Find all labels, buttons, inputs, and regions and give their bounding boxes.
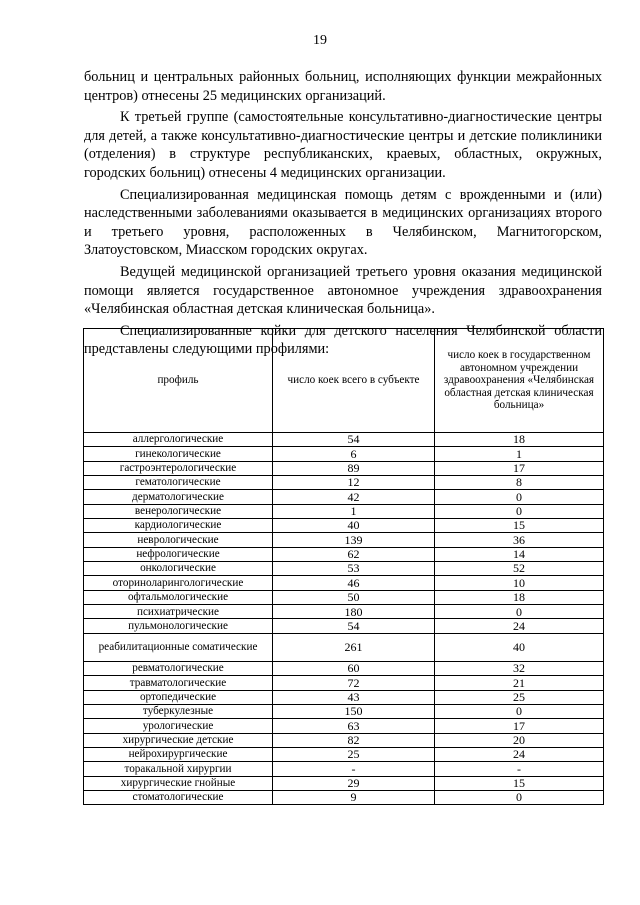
hospital-cell: 17: [435, 719, 604, 733]
table-row: [84, 504, 604, 518]
hospital-cell: 52: [435, 562, 604, 576]
table-row: [84, 676, 604, 690]
hospital-cell: 21: [435, 676, 604, 690]
profile-cell: пульмонологические: [84, 619, 273, 633]
header-total-beds: число коек всего в субъекте: [273, 329, 435, 433]
table-row: [84, 447, 604, 461]
profile-cell: психиатрические: [84, 605, 273, 619]
profile-cell: ревматологические: [84, 661, 273, 675]
hospital-cell: -: [435, 762, 604, 776]
total-cell: 53: [273, 562, 435, 576]
hospital-cell: 32: [435, 661, 604, 675]
table-row: [84, 519, 604, 533]
total-cell: 62: [273, 547, 435, 561]
table-row: [84, 576, 604, 590]
total-cell: 40: [273, 519, 435, 533]
hospital-cell: 8: [435, 476, 604, 490]
total-cell: 25: [273, 747, 435, 761]
hospital-cell: 20: [435, 733, 604, 747]
profile-cell: туберкулезные: [84, 704, 273, 718]
table-row: [84, 690, 604, 704]
profile-cell: травматологические: [84, 676, 273, 690]
hospital-cell: 25: [435, 690, 604, 704]
hospital-cell: 14: [435, 547, 604, 561]
total-cell: 29: [273, 776, 435, 790]
total-cell: 46: [273, 576, 435, 590]
table-row: [84, 776, 604, 790]
total-cell: 60: [273, 661, 435, 675]
profile-cell: аллергологические: [84, 433, 273, 447]
hospital-cell: 24: [435, 747, 604, 761]
paragraph: Специализированные койки для детского населения Челябинской области представлены следующими профилями:: [84, 322, 602, 358]
hospital-cell: 1: [435, 447, 604, 461]
hospital-cell: 40: [435, 633, 604, 661]
profile-cell: торакальной хирургии: [84, 762, 273, 776]
total-cell: 54: [273, 619, 435, 633]
profile-cell: урологические: [84, 719, 273, 733]
profile-cell: хирургические детские: [84, 733, 273, 747]
profile-cell: кардиологические: [84, 519, 273, 533]
total-cell: 42: [273, 490, 435, 504]
paragraph: Специализированная медицинская помощь детям с врожденными и (или) наследственными заболеваниями оказывается в медицинских организациях второго и третьего уровня, расположенных в Челябинском, Магнитогорском, Златоустовском, Миасском городских округах.: [84, 186, 602, 259]
total-cell: 139: [273, 533, 435, 547]
table-row: [84, 661, 604, 675]
hospital-cell: 18: [435, 590, 604, 604]
hospital-cell: 24: [435, 619, 604, 633]
total-cell: 150: [273, 704, 435, 718]
beds-table: [83, 328, 604, 805]
profile-cell: ортопедические: [84, 690, 273, 704]
profile-cell: офтальмологические: [84, 590, 273, 604]
profile-cell: дерматологические: [84, 490, 273, 504]
hospital-cell: 0: [435, 490, 604, 504]
profile-cell: гематологические: [84, 476, 273, 490]
total-cell: 9: [273, 790, 435, 804]
paragraph: Ведущей медицинской организацией третьего уровня оказания медицинской помощи является государственное автономное учреждения здравоохранения «Челябинская областная детская клиническая больница».: [84, 263, 602, 318]
profile-cell: реабилитационные соматические: [84, 633, 273, 661]
total-cell: -: [273, 762, 435, 776]
table-row: [84, 562, 604, 576]
hospital-cell: 0: [435, 704, 604, 718]
table-header-row: [84, 329, 604, 433]
header-profile: профиль: [84, 329, 273, 433]
total-cell: 12: [273, 476, 435, 490]
total-cell: 180: [273, 605, 435, 619]
profile-cell: венерологические: [84, 504, 273, 518]
table-row: [84, 605, 604, 619]
profile-cell: гинекологические: [84, 447, 273, 461]
table-row: [84, 719, 604, 733]
table-row: [84, 704, 604, 718]
table-row: [84, 633, 604, 661]
paragraph: К третьей группе (самостоятельные консультативно-диагностические центры для детей, а также консультативно-диагностические центры и детские поликлиники (отделения) в структуре республиканских, краевых, областных, окружных, городских больниц) отнесены 4 медицинских организации.: [84, 109, 602, 181]
total-cell: 261: [273, 633, 435, 661]
hospital-cell: 0: [435, 790, 604, 804]
total-cell: 82: [273, 733, 435, 747]
profile-cell: онкологические: [84, 562, 273, 576]
profile-cell: оториноларингологические: [84, 576, 273, 590]
total-cell: 72: [273, 676, 435, 690]
table-row: [84, 547, 604, 561]
total-cell: 63: [273, 719, 435, 733]
profile-cell: хирургические гнойные: [84, 776, 273, 790]
table-row: [84, 590, 604, 604]
table-row: [84, 762, 604, 776]
total-cell: 43: [273, 690, 435, 704]
table-row: [84, 533, 604, 547]
hospital-cell: 0: [435, 504, 604, 518]
body-text: [84, 68, 602, 359]
total-cell: 6: [273, 447, 435, 461]
table-row: [84, 790, 604, 804]
table-row: [84, 733, 604, 747]
hospital-cell: 18: [435, 433, 604, 447]
profile-cell: стоматологические: [84, 790, 273, 804]
hospital-cell: 0: [435, 605, 604, 619]
total-cell: 1: [273, 504, 435, 518]
total-cell: 89: [273, 461, 435, 475]
total-cell: 50: [273, 590, 435, 604]
profile-cell: гастроэнтерологические: [84, 461, 273, 475]
hospital-cell: 15: [435, 519, 604, 533]
profile-cell: нефрологические: [84, 547, 273, 561]
hospital-cell: 17: [435, 461, 604, 475]
paragraph: больниц и центральных районных больниц, исполняющих функции межрайонных центров) отнесены 25 медицинских организаций.: [84, 69, 602, 104]
header-hospital-beds: число коек в государственном автономном учреждении здравоохранения «Челябинская областная детская клиническая больница»: [435, 329, 604, 433]
table-row: [84, 433, 604, 447]
profile-cell: нейрохирургические: [84, 747, 273, 761]
hospital-cell: 10: [435, 576, 604, 590]
page-number: 19: [313, 33, 327, 48]
hospital-cell: 15: [435, 776, 604, 790]
profile-cell: неврологические: [84, 533, 273, 547]
table-row: [84, 461, 604, 475]
table-row: [84, 619, 604, 633]
table-row: [84, 476, 604, 490]
table-row: [84, 490, 604, 504]
table-row: [84, 747, 604, 761]
total-cell: 54: [273, 433, 435, 447]
hospital-cell: 36: [435, 533, 604, 547]
